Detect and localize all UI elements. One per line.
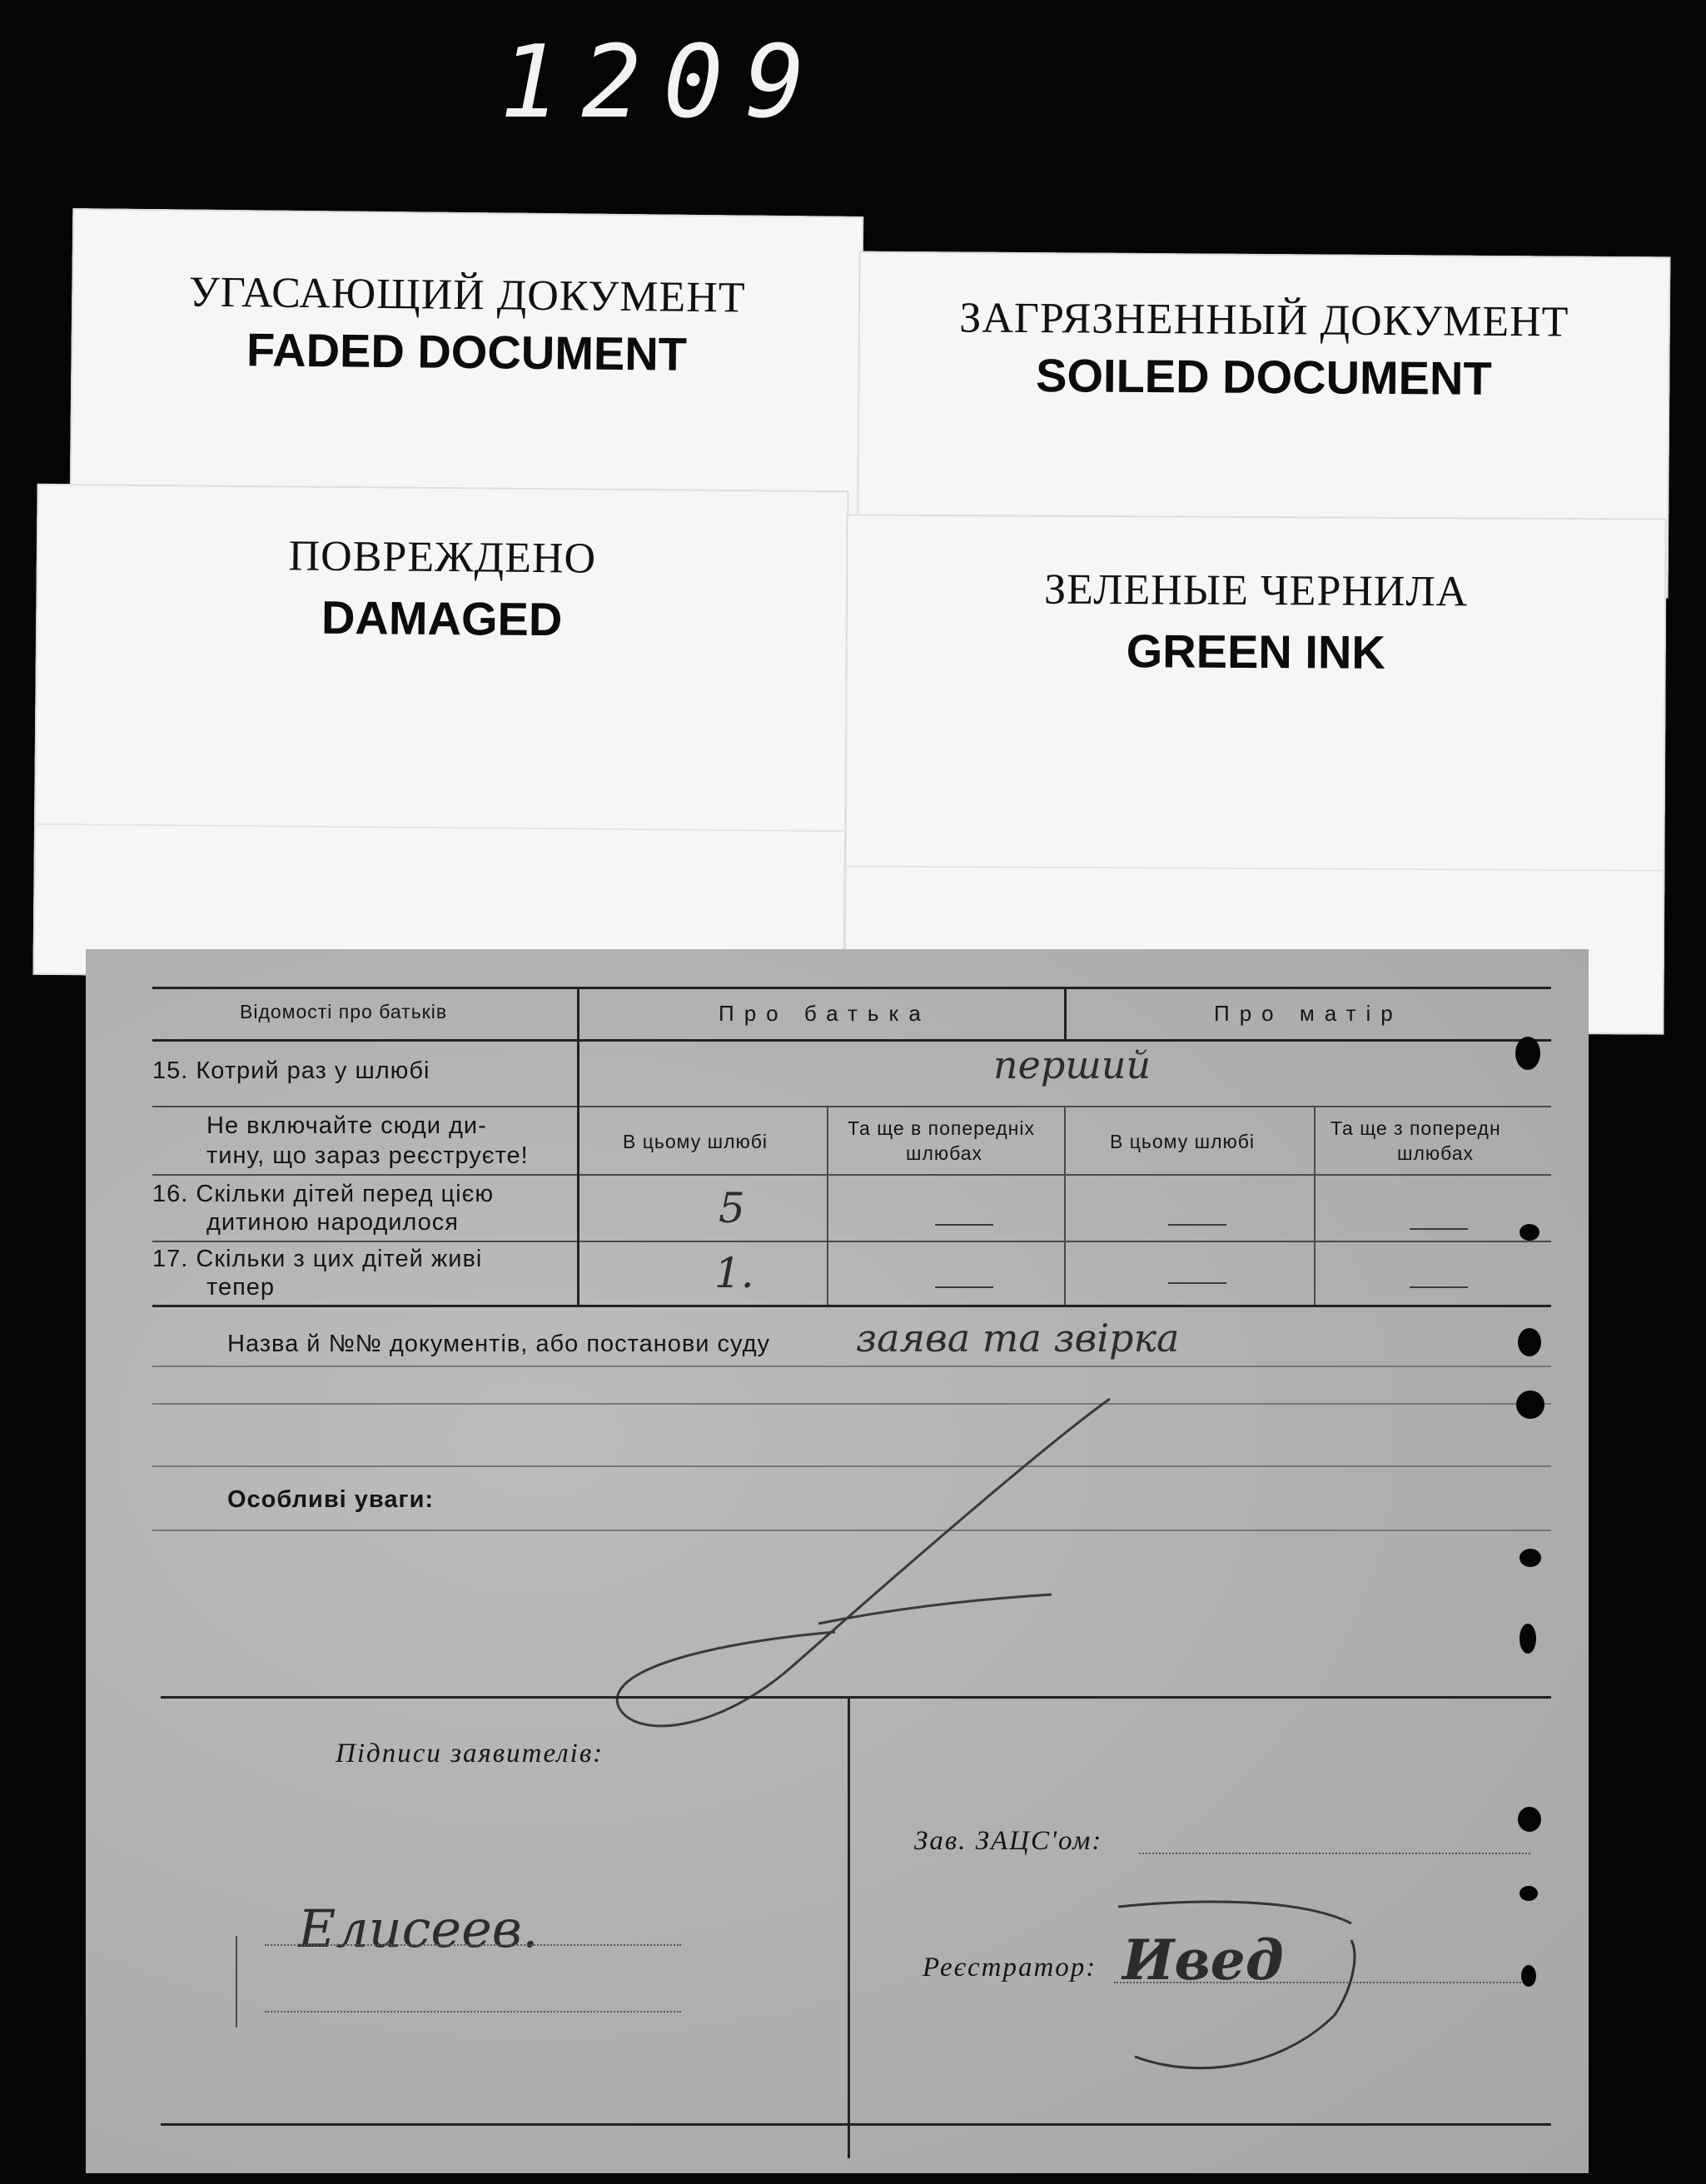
card-fold-line [34,823,846,833]
note-line-2: тину, що зараз реєструєте! [206,1142,529,1169]
punch-hole [1519,1886,1538,1901]
signatures-top-rule [161,1696,1551,1699]
table-row-rule [152,1106,1551,1107]
registrar-flourish [1102,1890,1435,2082]
signature-bracket [236,1936,237,2027]
header-about-father: Про батька [719,1001,931,1026]
signature-line [265,2011,681,2012]
table-top-rule [152,987,1551,989]
applicant-signature: Елисеев. [298,1898,539,1959]
notice-card-en-text: FADED DOCUMENT [246,323,688,381]
notice-card-en-text: GREEN INK [1126,624,1386,679]
empty-cell-dash [935,1224,993,1226]
notice-card-damaged [32,484,848,982]
empty-cell-dash [935,1286,993,1288]
punch-hole [1515,1037,1540,1070]
cancel-stroke-mark [585,1390,1251,1774]
q16-line-1: 16. Скільки дітей перед цією [152,1181,495,1207]
registration-form-sheet [86,949,1589,2173]
q17-line-1: 17. Скільки з цих дітей живі [152,1246,483,1272]
subcol-mother-prev-2: шлюбах [1397,1142,1475,1164]
q15-answer: перший [993,1042,1151,1087]
signature-line [265,1944,681,1946]
subcol-father-prev-2: шлюбах [906,1142,983,1164]
table-col-rule [1064,1106,1066,1305]
q17-father-this-answer: 1. [714,1249,754,1297]
q16-line-2: дитиною народилося [206,1209,460,1236]
q16-father-this-answer: 5 [719,1184,745,1232]
notice-card-ru-text: ПОВРЕЖДЕНО [288,532,597,583]
table-bottom-rule [152,1305,1551,1307]
frame-number: 1209 [500,25,827,141]
documents-label: Назва й №№ документів, або постанови суду [227,1331,771,1357]
card-fold-line [844,865,1664,871]
notice-card-en-text: SOILED DOCUMENT [1035,349,1492,405]
q17-line-2: тепер [206,1274,276,1301]
table-col-rule [1314,1106,1316,1305]
table-header-rule [152,1039,1551,1042]
documents-rule [152,1366,1551,1367]
header-parents-info: Відомості про батьків [240,1001,448,1022]
head-signature-line [1139,1853,1530,1854]
punch-hole [1519,1549,1541,1567]
header-about-mother: Про матір [1214,1001,1403,1026]
table-row-rule [152,1174,1551,1176]
q15-label: 15. Котрий раз у шлюбі [152,1057,430,1084]
empty-cell-dash [1168,1282,1226,1284]
punch-hole [1521,1965,1536,1987]
punch-hole [1516,1390,1544,1419]
registrar-label: Реєстратор: [923,1953,1097,1983]
table-col-rule [827,1106,828,1305]
empty-cell-dash [1168,1224,1226,1226]
empty-cell-dash [1410,1286,1468,1288]
registrar-signature: Ивед [1122,1928,1284,1992]
punch-hole [1519,1224,1539,1241]
applicants-signatures-label: Підписи заявителів: [336,1739,604,1769]
signatures-bottom-rule [161,2123,1551,2126]
punch-hole [1518,1328,1541,1356]
documents-answer: заява та звірка [856,1316,1180,1361]
subcol-father-prev-1: Та ще в попередніх [848,1117,1035,1139]
note-line-1: Не включайте сюди ди- [206,1112,487,1139]
punch-hole [1519,1624,1536,1654]
notice-card-ru-text: ЗАГРЯЗНЕННЫЙ ДОКУМЕНТ [959,294,1569,346]
punch-hole [1518,1807,1541,1832]
table-col-rule [1064,987,1067,1039]
notice-card-ru-text: ЗЕЛЕНЫЕ ЧЕРНИЛА [1043,565,1469,616]
notice-card-ru-text: УГАСАЮЩИЙ ДОКУМЕНТ [188,268,746,322]
notice-card-en-text: DAMAGED [321,590,563,646]
empty-cell-dash [1410,1228,1468,1230]
subcol-mother-this-marriage: В цьому шлюбі [1110,1131,1256,1152]
signatures-divider [848,1696,850,2158]
table-row-rule [152,1241,1551,1242]
subcol-father-this-marriage: В цьому шлюбі [623,1131,768,1152]
remarks-label: Особливі уваги: [227,1486,435,1513]
table-col-rule [577,987,579,1305]
head-of-registry-label: Зав. ЗАЦС'ом: [914,1826,1103,1856]
subcol-mother-prev-1: Та ще з попередн [1330,1117,1501,1139]
